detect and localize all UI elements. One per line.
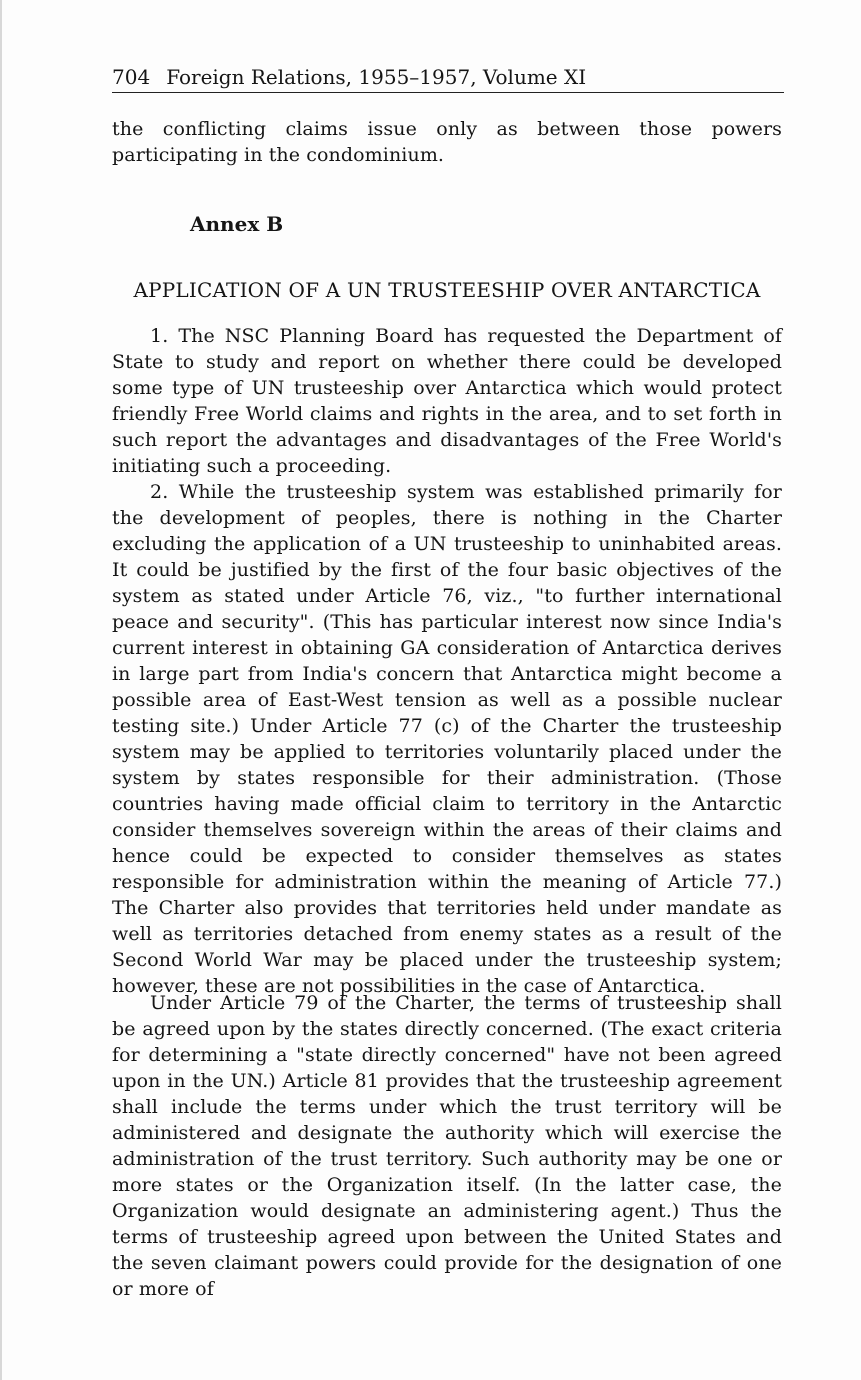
continuation-paragraph: the conflicting claims issue only as between those powers participating in the condominium. [112,118,782,166]
paragraph-1: 1. The NSC Planning Board has requested the Department of State to study and report on whether there could be developed some type of UN trusteeship over Antarctica which would protect friendly Free World claims and rights in the area, and to set forth in such report the advantages and disadvantages of the Free World's initiating such a proceeding. [112,325,782,477]
paragraph-3: Under Article 79 of the Charter, the terms of trusteeship shall be agreed upon by the states directly concerned. (The exact criteria for determining a "state directly concerned" have not been agreed upon in the UN.) Article 81 provides that the trusteeship agreement shall include the terms under which the trust territory will be administered and designate the authority which will exercise the administration of the trust territory. Such authority may be one or more states or the Organization itself. (In the latter case, the Organization would designate an administering agent.) Thus the terms of trusteeship agreed upon between the United States and the seven claimant powers could provide for the designation of one or more of [112,992,782,1300]
publication-title: Foreign Relations, 1955–1957, Volume XI [166,65,587,89]
paragraph-2: 2. While the trusteeship system was established primarily for the development of peoples, there is nothing in the Charter excluding the application of a UN trusteeship to uninhabited areas. It could be justified by the first of the four basic objectives of the system as stated under Article 76, viz., "to further international peace and security". (This has particular interest now since India's current interest in obtaining GA consideration of Antarctica derives in large part from India's concern that Antarctica might become a possible area of East-West tension as well as a possible nuclear testing site.) Under Article 77 (c) of the Charter the trusteeship system may be applied to territories voluntarily placed under the system by states responsible for their administration. (Those countries having made official claim to territory in the Antarctic consider themselves sovereign within the areas of their claims and hence could be expected to consider themselves as states responsible for administration within the meaning of Article 77.) The Charter also provides that territories held under mandate as well as territories detached from enemy states as a result of the Second World War may be placed under the trusteeship system; however, these are not possibilities in the case of Antarctica. [112,481,782,997]
page-number: 704 [112,65,151,89]
section-title: APPLICATION OF A UN TRUSTEESHIP OVER ANTARCTICA [133,278,761,302]
annex-heading: Annex B [190,212,284,236]
scan-edge [0,0,2,1380]
running-header [112,62,784,93]
